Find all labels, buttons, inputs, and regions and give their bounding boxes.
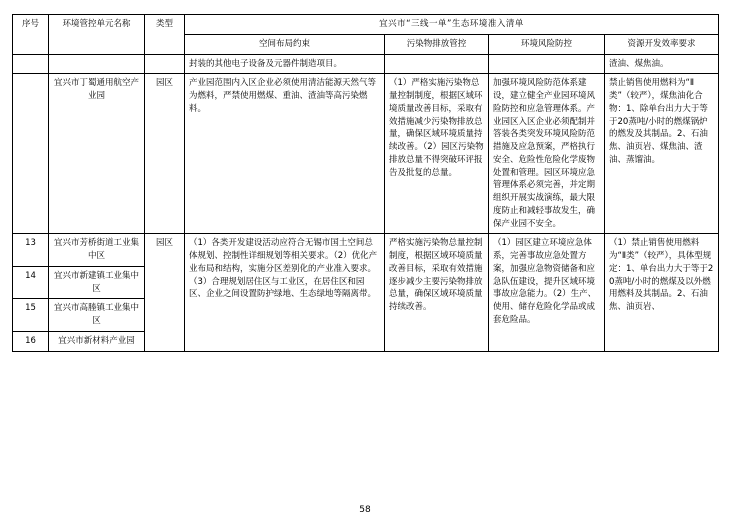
header-banner: 宜兴市“三线一单”生态环境准入清单 bbox=[185, 15, 719, 35]
cell-pollution-text: 严格实施污染物总量控制制度，根据区域环境质量改善目标，采取有效措施逐步减少主要污染物排放总量，确保区域环境质量持续改善。 bbox=[389, 238, 483, 312]
cell-seq bbox=[13, 54, 49, 74]
cell-risk-text: 加强环境风险防范体系建设，建立健全产业园环境风险防控和应急管理体系。产业园区入区企业必须配制并答装各类突发环境风险防范措施及应急预案，严格执行安全、危险性危险化学废物处置和管理。园区环境应急管理体系必须完善，并定期组织开展实战演练，最大限度防止和减轻事故发生，确保产业园不安全。 bbox=[493, 78, 596, 229]
cell-space bbox=[185, 74, 385, 234]
cell-risk bbox=[489, 74, 605, 234]
cell-type bbox=[145, 54, 185, 74]
header-col-seq: 序号 bbox=[13, 15, 49, 55]
cell-resource bbox=[605, 54, 719, 74]
cell-unit: 宜兴市新材料产业园 bbox=[49, 331, 145, 351]
table-row bbox=[13, 74, 719, 234]
header-col-resource: 资源开发效率要求 bbox=[605, 34, 719, 54]
cell-resource-text: 禁止销售使用燃料为“Ⅱ类”（较严），煤焦油化合物：1、除单台出力大于等于20蒸吨/小时的燃煤锅炉的燃发及其制品。2、石油焦、油页岩、煤焦油、渣油、蒸馏油。 bbox=[609, 78, 708, 165]
cell-type: 园区 bbox=[145, 74, 185, 234]
page-number: 58 bbox=[359, 505, 371, 515]
cell-seq: 16 bbox=[13, 331, 49, 351]
cell-seq: 13 bbox=[13, 234, 49, 267]
cell-risk bbox=[489, 54, 605, 74]
header-col-space: 空间布局约束 bbox=[185, 34, 385, 54]
cell-unit: 宜兴市芳桥街道工业集中区 bbox=[49, 234, 145, 267]
cell-space-text: 产业园范围内入区企业必须使用清洁能源天然气等为燃料，严禁使用燃煤、重油、渣油等高污染燃料。 bbox=[189, 78, 377, 114]
table-row bbox=[13, 234, 719, 267]
cell-seq: 14 bbox=[13, 266, 49, 299]
cell-space-text: 封装的其他电子设备及元器件制造项目。 bbox=[189, 58, 343, 69]
cell-space-text: （1）各类开发建设活动应符合无锡市国土空间总体规划、控制性详细规划等相关要求。（2）优化产业布局和结构，实施分区差别化的产业准入要求。（3）合理规划居住区与工业区，在居住区和园区、企业之间设置防护绿地、生态绿地等隔离带。 bbox=[189, 238, 378, 300]
cell-type: 园区 bbox=[145, 234, 185, 351]
cell-seq: 15 bbox=[13, 299, 49, 332]
cell-seq bbox=[13, 74, 49, 234]
table-row bbox=[13, 54, 719, 74]
cell-pollution bbox=[385, 234, 489, 351]
cell-risk bbox=[489, 234, 605, 351]
cell-pollution bbox=[385, 74, 489, 234]
cell-space bbox=[185, 234, 385, 351]
cell-unit: 宜兴市高塍镇工业集中区 bbox=[49, 299, 145, 332]
cell-space bbox=[185, 54, 385, 74]
cell-resource-text: 渣油、煤焦油。 bbox=[609, 58, 669, 69]
header-col-type: 类型 bbox=[145, 15, 185, 55]
cell-unit: 宜兴市丁蜀通用航空产业园 bbox=[49, 74, 145, 234]
header-col-pollution: 污染物排放管控 bbox=[385, 34, 489, 54]
entry-list-table bbox=[12, 14, 719, 352]
table-header-banner-row bbox=[13, 15, 719, 35]
cell-unit bbox=[49, 54, 145, 74]
cell-resource bbox=[605, 74, 719, 234]
header-col-risk: 环境风险防控 bbox=[489, 34, 605, 54]
cell-unit: 宜兴市新建镇工业集中区 bbox=[49, 266, 145, 299]
cell-resource-text: （1）禁止销售使用燃料为“Ⅱ类”（较严），具体型规定：1、单台出力大于等于20蒸吨/小时的燃煤及以外燃用燃料及其制品。2、石油焦、油页岩、 bbox=[609, 238, 714, 312]
header-col-unit: 环境管控单元名称 bbox=[49, 15, 145, 55]
cell-resource bbox=[605, 234, 719, 351]
cell-risk-text: （1）园区建立环境应急体系，完善事故应急处置方案，加强应急物资储备和应急队伍建设，提升区域环境事故应急能力。（2）生产、使用、储存危险化学品或成套危险品。 bbox=[493, 238, 597, 325]
cell-pollution bbox=[385, 54, 489, 74]
cell-pollution-text: （1）严格实施污染物总量控制制度，根据区域环境质量改善目标，采取有效措施减少污染物排放总量，确保区域环境质量持续改善。（2）园区污染物排放总量不得突破环评报告及批复的总量。 bbox=[389, 78, 484, 178]
